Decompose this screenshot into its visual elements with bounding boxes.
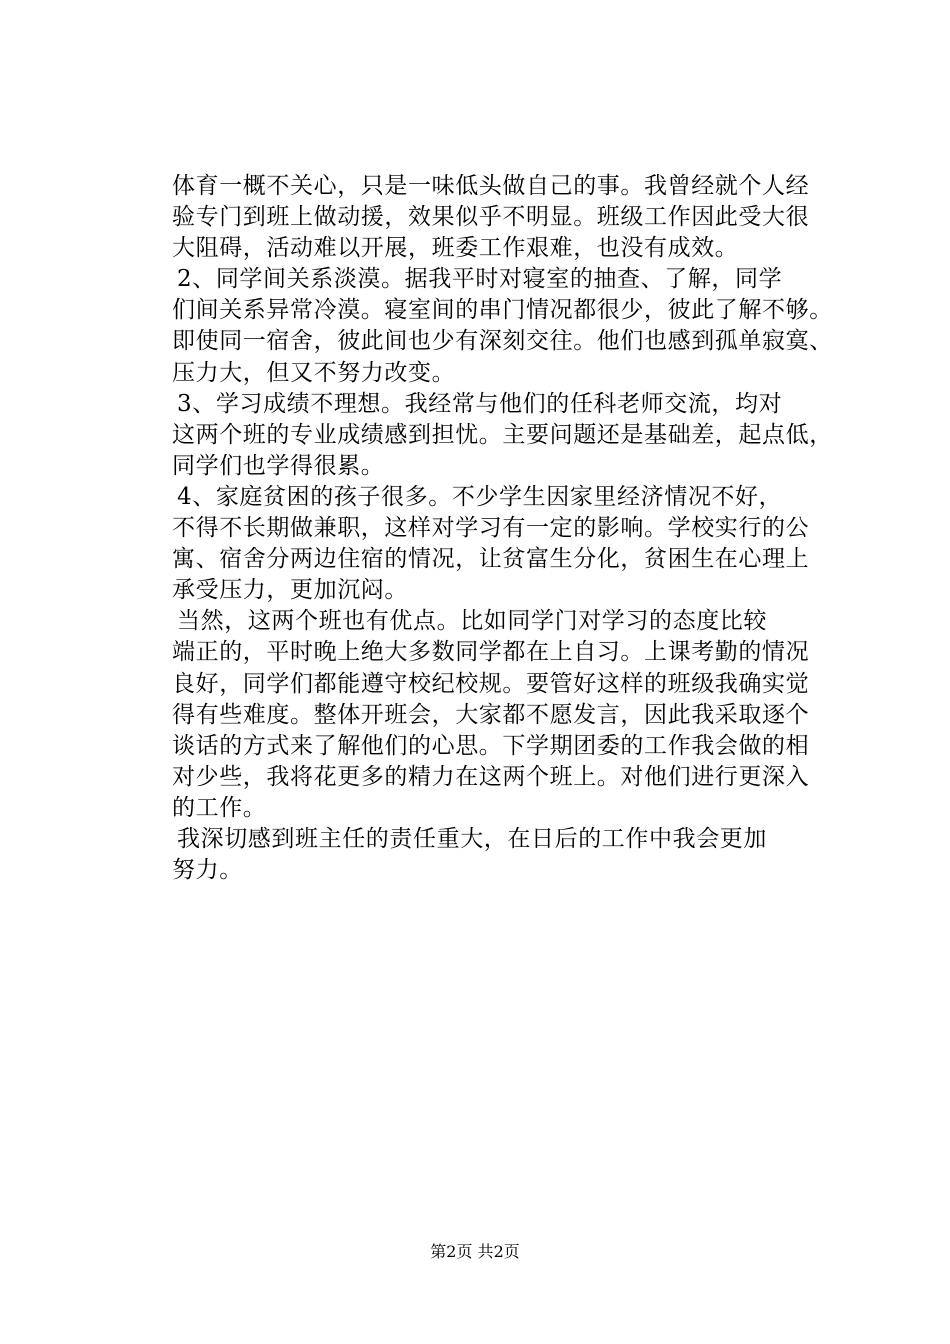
paragraph bbox=[172, 824, 842, 886]
paragraph bbox=[172, 389, 842, 482]
total-pages-label: 共 bbox=[477, 1242, 494, 1261]
text-line: 端正的，平时晚上绝大多数同学都在上自习。上课考勤的情况 bbox=[172, 639, 810, 666]
page-number: 2 bbox=[446, 1242, 457, 1261]
total-pages: 2 bbox=[493, 1242, 504, 1261]
paragraph bbox=[172, 482, 842, 606]
document-body bbox=[172, 171, 842, 886]
text-line: 良好，同学们都能遵守校纪校规。要管好这样的班级我确实觉 bbox=[172, 670, 810, 697]
page-footer bbox=[0, 1240, 950, 1264]
text-line: 不得不长期做兼职，这样对学习有一定的影响。学校实行的公 bbox=[172, 515, 810, 542]
text-line: 3、学习成绩不理想。我经常与他们的任科老师交流，均对 bbox=[177, 390, 783, 417]
paragraph bbox=[172, 606, 842, 824]
paragraph bbox=[172, 171, 842, 264]
text-line: 们间关系异常冷漠。寝室间的串门情况都很少，彼此了解不够。 bbox=[172, 297, 833, 324]
page-number-label: 第 bbox=[430, 1242, 447, 1261]
text-line: 当然，这两个班也有优点。比如同学门对学习的态度比较 bbox=[177, 608, 767, 635]
text-line: 大阻碍，活动难以开展，班委工作艰难，也没有成效。 bbox=[172, 235, 739, 262]
text-line: 努力。 bbox=[172, 857, 243, 884]
text-line: 承受压力，更加沉闷。 bbox=[172, 577, 408, 604]
text-line: 验专门到班上做动援，效果似乎不明显。班级工作因此受大很 bbox=[172, 204, 810, 231]
text-line: 寓、宿舍分两边住宿的情况，让贫富生分化，贫困生在心理上 bbox=[172, 546, 810, 573]
text-line: 即使同一宿舍，彼此间也少有深刻交往。他们也感到孤单寂寞、 bbox=[172, 328, 833, 355]
text-line: 2、同学间关系淡漠。据我平时对寝室的抽查、了解，同学 bbox=[177, 266, 783, 293]
text-line: 得有些难度。整体开班会，大家都不愿发言，因此我采取逐个 bbox=[172, 701, 810, 728]
text-line: 体育一概不关心，只是一味低头做自己的事。我曾经就个人经 bbox=[172, 173, 810, 199]
text-line: 的工作。 bbox=[172, 794, 267, 821]
page-unit: 页 bbox=[456, 1242, 473, 1261]
total-unit: 页 bbox=[503, 1242, 520, 1261]
text-line: 这两个班的专业成绩感到担忧。主要问题还是基础差，起点低， bbox=[172, 421, 833, 448]
paragraph bbox=[172, 264, 842, 388]
text-line: 谈话的方式来了解他们的心思。下学期团委的工作我会做的相 bbox=[172, 732, 810, 759]
text-line: 同学们也学得很累。 bbox=[172, 452, 385, 479]
text-line: 压力大，但又不努力改变。 bbox=[172, 359, 456, 386]
text-line: 4、家庭贫困的孩子很多。不少学生因家里经济情况不好， bbox=[177, 483, 783, 510]
text-line: 对少些，我将花更多的精力在这两个班上。对他们进行更深入 bbox=[172, 763, 810, 790]
text-line: 我深切感到班主任的责任重大，在日后的工作中我会更加 bbox=[177, 825, 767, 852]
